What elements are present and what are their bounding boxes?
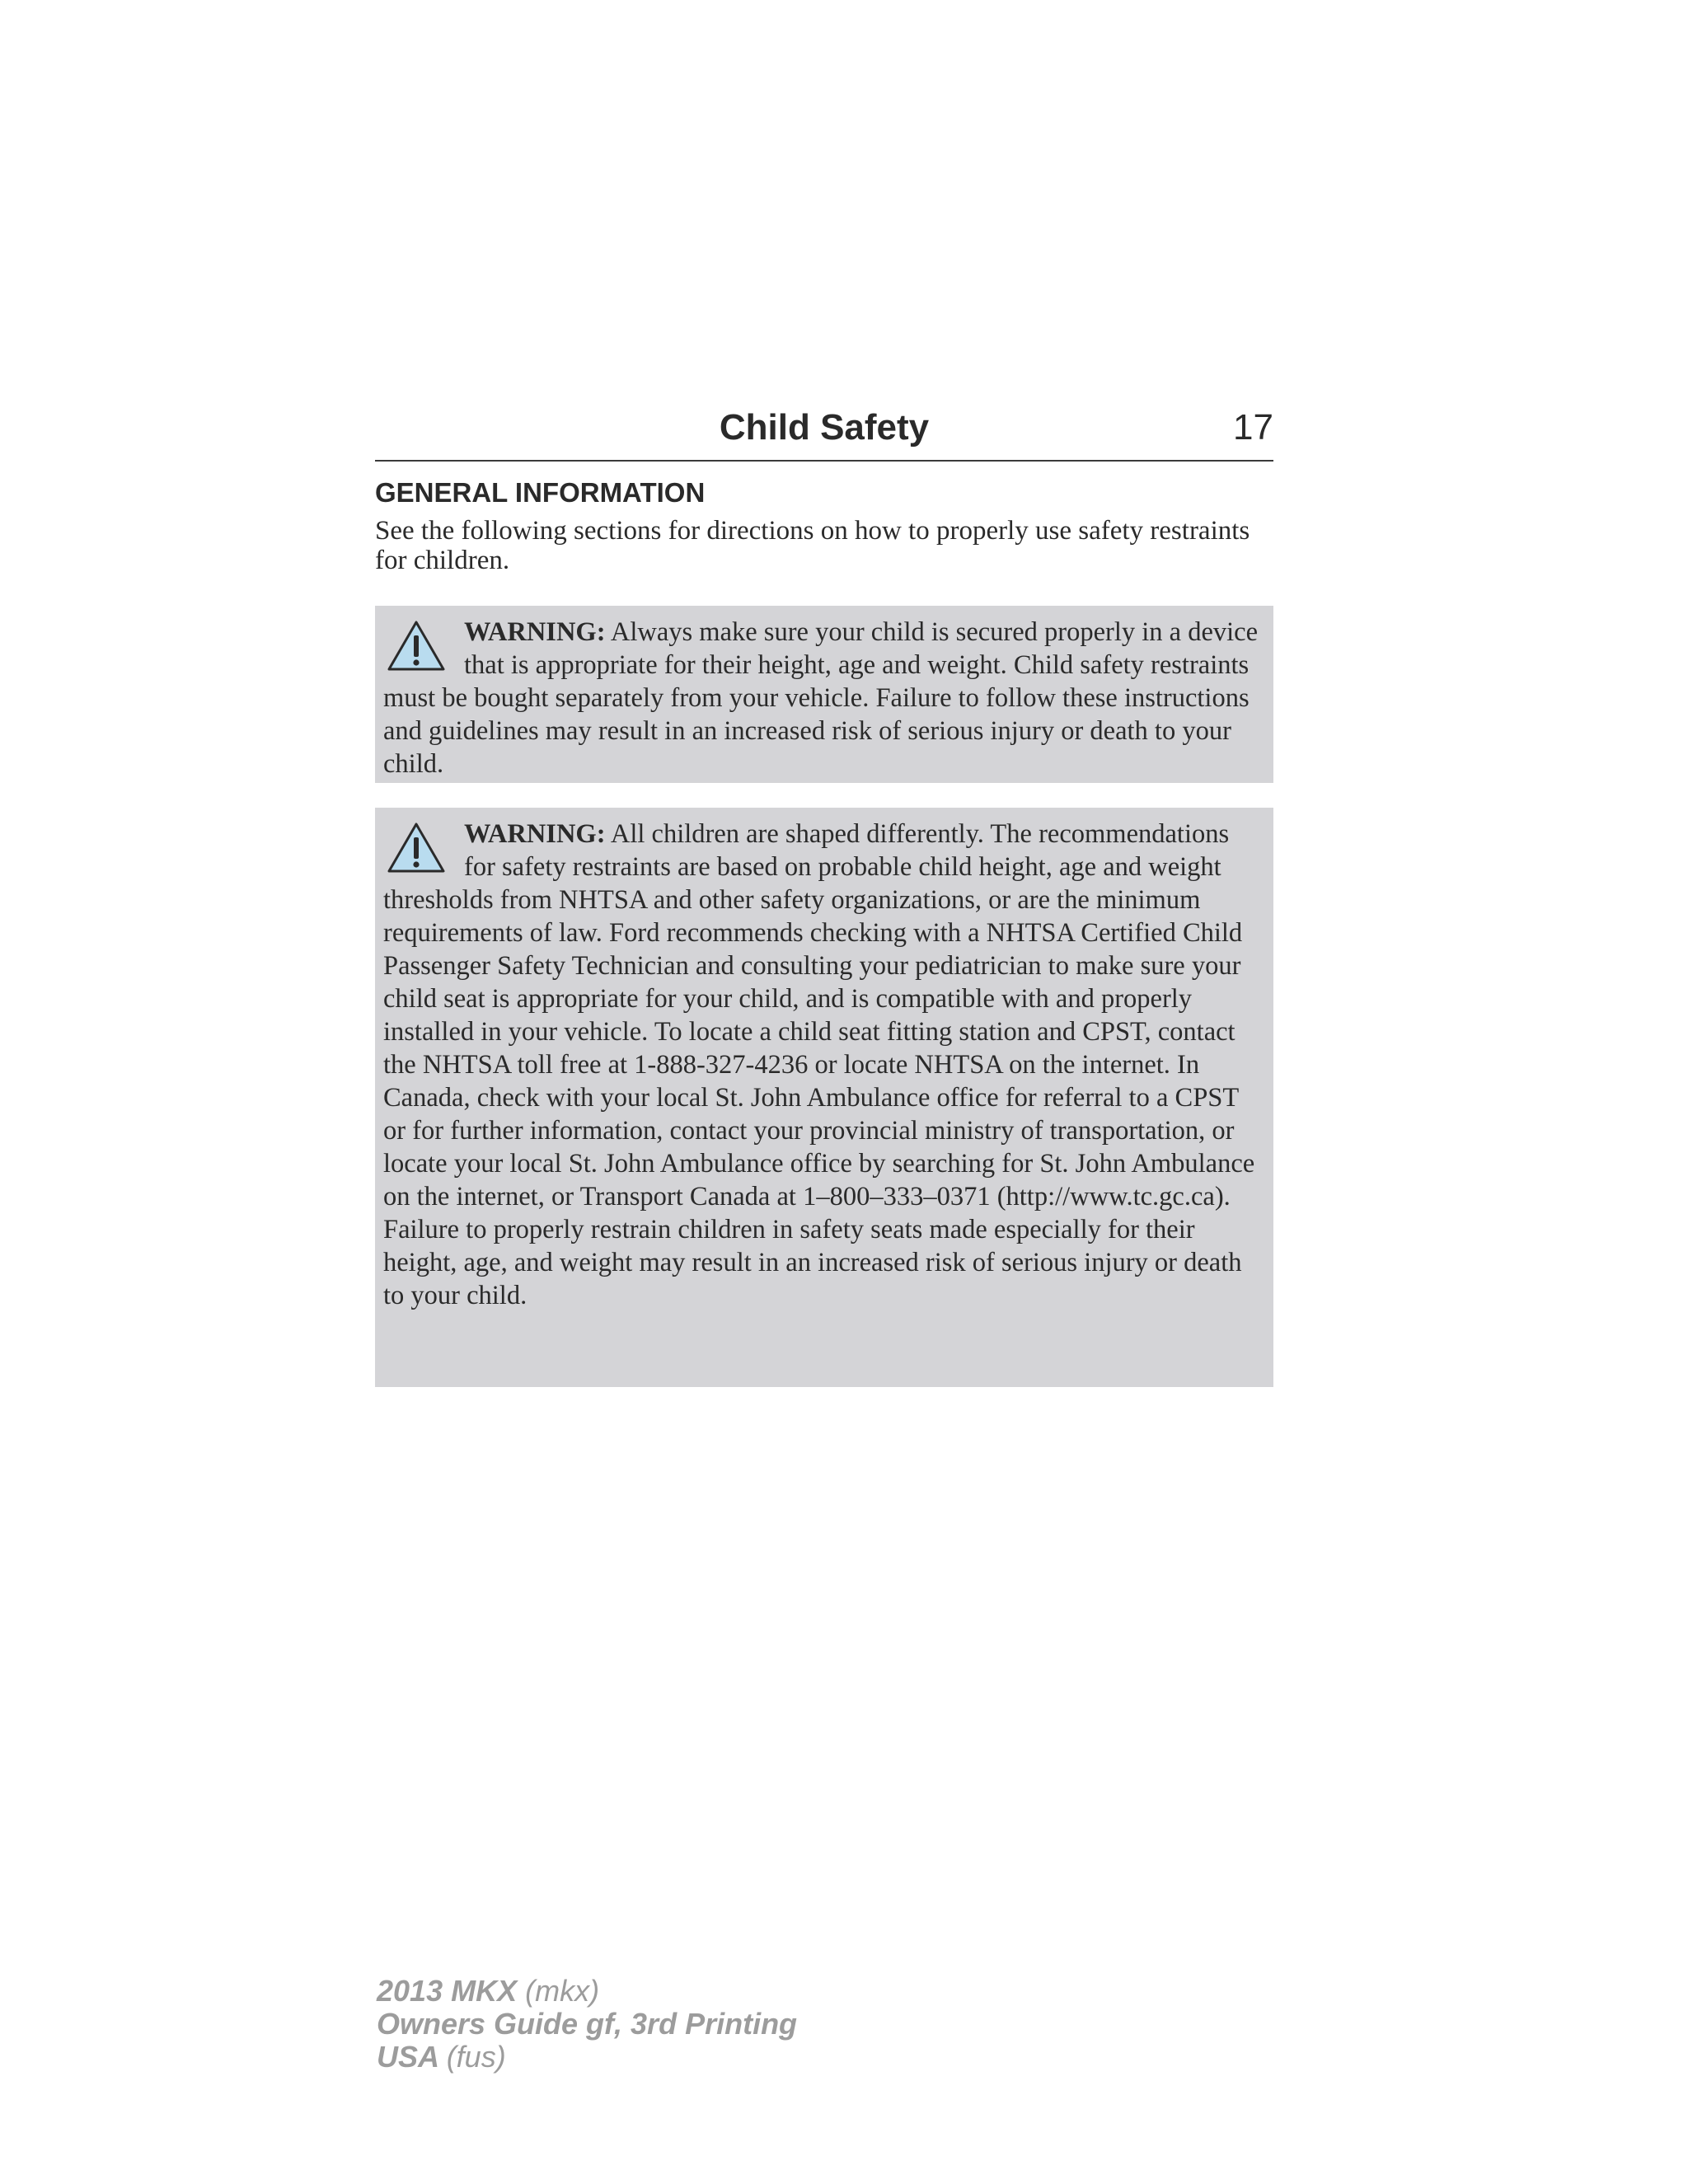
- warning-triangle-icon: [387, 821, 446, 874]
- footer-region: USA: [377, 2040, 438, 2074]
- footer-model: 2013 MKX: [377, 1974, 518, 2008]
- footer-model-code: (mkx): [525, 1974, 600, 2008]
- page-footer: [377, 1975, 797, 2074]
- page-number: 17: [1233, 407, 1273, 448]
- footer-region-code: (fus): [446, 2040, 506, 2074]
- warning-text: All children are shaped differently. The recommendations for safety restraints are based on probable child height, age and weight thresholds from NHTSA and other safety organizations, or are the minimum requirements of law. Ford recommends checking with a NHTSA Certified Child Passenger Safety Technician and consulting your pediatrician to make sure your child seat is appropriate for your child, and is compatible with and properly installed in your vehicle. To locate a child seat fitting station and CPST, contact the NHTSA toll free at 1-888-327-4236 or locate NHTSA on the internet. In Canada, check with your local St. John Ambulance office for referral to a CPST or for further information, contact your provincial ministry of transportation, or locate your local St. John Ambulance office by searching for St. John Ambulance on the internet, or Transport Canada at 1–800–333–0371 (http://www.tc.gc.ca). Failure to properly restrain children in safety seats made especially for their height, age, and weight may result in an increased risk of serious injury or death to your child.: [383, 819, 1255, 1310]
- warning-triangle-icon: [387, 619, 446, 672]
- warning-box: [375, 606, 1273, 783]
- warning-label: WARNING:: [464, 819, 606, 849]
- footer-guide: Owners Guide gf, 3rd Printing: [377, 2007, 798, 2041]
- intro-paragraph: See the following sections for directions on how to properly use safety restraints for children.: [375, 516, 1250, 575]
- footer-model-line: [377, 1975, 797, 2008]
- warning-label: WARNING:: [464, 617, 606, 647]
- section-title: Child Safety: [719, 407, 930, 448]
- page-header: [375, 405, 1273, 462]
- warning-text: Always make sure your child is secured properly in a device that is appropriate for their height, age and weight. Child safety restraints must be bought separately from your vehicle. Failure to follow these instructions and guidelines may result in an increased risk of serious injury or death to your child.: [383, 617, 1259, 779]
- warning-box: [375, 808, 1273, 1387]
- section-subheading: GENERAL INFORMATION: [375, 477, 706, 508]
- footer-region-line: [377, 2041, 797, 2074]
